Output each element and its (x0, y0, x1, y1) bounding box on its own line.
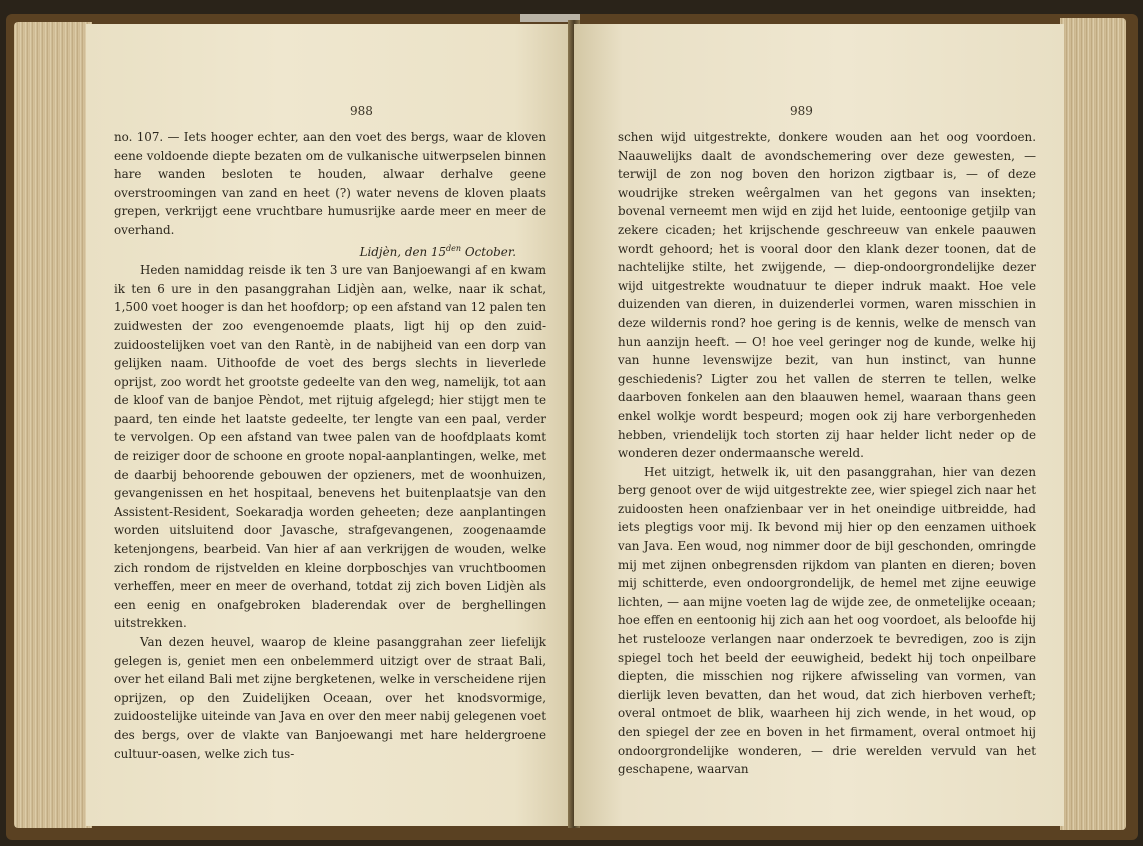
right-page (574, 24, 1064, 826)
page-number-right: 989 (790, 104, 813, 118)
paragraph: Het uitzigt, hetwelk ik, uit den pasanggrahan, hier van dezen berg genoot over de wijd uitgestrekte zee, wier spiegel zich naar het zuidoosten heen onafzienbaar ver in het oneindige uitbreidde, had iets plegtigs voor mij. Ik bevond mij hier op den eenzamen uithoek van Java. Een woud, nog nimmer door de bijl geschonden, omringde mij met zijnen onbegrensden rijkdom van planten en dieren; boven mij schitterde, even ondoorgrondelijk, de hemel met zijne eeuwige lichten, — aan mijne voeten lag de wijde zee, de onmetelijke oceaan; hoe effen en eentoonig hij zich aan het oog voordoet, als beloofde hij het rustelooze verlangen naar onderzoek te bevredigen, zoo is zijn spiegel toch het beeld der eeuwigheid, bedekt hij toch onpeilbare diepten, die misschien nog rijkere afwisseling van vormen, van dierlijk leven bevatten, dan het woud, dat zich hierboven verheft; overal ontmoet de blik, waarheen hij zich wende, in het woud, op den spiegel der zee en boven in het firmament, overal ontmoet hij ondoorgrondelijke wonderen, — drie werelden vervuld van het geschapene, waarvan (618, 464, 1036, 777)
paragraph: Heden namiddag reisde ik ten 3 ure van Banjoewangi af en kwam ik ten 6 ure in den pasanggrahan Lidjèn aan, welke, naar ik schat, 1,500 voet hooger is dan het hoofdorp; op een afstand van 12 palen ten zuidwesten der zoo evengenoemde plaats, ligt hij op den zuid-zuidoostelijken voet van den Rantè, in de nabijheid van een dorp van gelijken naam. Uithoofde de voet des bergs slechts in lieverlede oprijst, zoo wordt het grootste gedeelte van den weg, namelijk, tot aan de kloof van de banjoe Pèndot, met rijtuig afgelegd; hier stijgt men te paard, ten einde het laatste gedeelte, ter lengte van een paal, verder te vervolgen. Op een afstand van twee palen van de hoofdplaats komt de reiziger door de schoone en groote nopal-aanplantingen, welke, met de daarbij behoorende gebouwen der opzieners, met de woonhuizen, gevangenissen en het hospitaal, benevens het buitenplaatsje van den Assistent-Resident, Soekaradja worden geheeten; deze aanplantingen worden uitsluitend door Javasche, strafgevangenen, zoogenaamde ketenjongens, bearbeid. Van hier af aan verkrijgen de wouden, welke zich rondom de rijstvelden en kleine dorpboschjes van vruchtboomen verheffen, meer en meer de overhand, totdat zij zich boven Lidjèn als een eenig en onafgebroken bladerendak over de berghellingen uitstrekken. (114, 263, 546, 631)
dateline-end: October. (461, 244, 516, 259)
paragraph: no. 107. — Iets hooger echter, aan den voet des bergs, waar de kloven eene voldoende diepte bezaten om de vulkanische uitwerpselen binnen hare wanden besloten te houden, alwaar derhalve geene overstroomingen van zand en heet (?) water nevens de kloven plaats grepen, verkrijgt eene vruchtbare humusrijke aarde meer en meer de overhand. (114, 130, 546, 237)
left-page-edges (14, 22, 92, 828)
dateline-main: Lidjèn, den 15 (359, 244, 447, 259)
dateline-sup: den (446, 243, 462, 253)
right-page-edges (1060, 18, 1126, 830)
paragraph: Van dezen heuvel, waarop de kleine pasanggrahan zeer liefelijk gelegen is, geniet men een onbelemmerd uitzigt over de straat Bali, over het eiland Bali met zijne bergketenen, welke in verscheidene rijen oprijzen, op den Zuidelijken Oceaan, over het knodsvormige, zuidoostelijke uiteinde van Java en over den meer nabij gelegenen voet des bergs, over de vlakte van Banjoewangi met hare heldergroene cultuur-oasen, welke zich tus- (114, 635, 546, 761)
dateline (114, 240, 546, 262)
left-page (86, 24, 573, 826)
page-number-left: 988 (350, 104, 373, 118)
paragraph: schen wijd uitgestrekte, donkere wouden aan het oog voordoen. Naauwelijks daalt de avondschemering over deze gewesten, — terwijl de zon nog boven den horizon zigtbaar is, — of deze woudrijke streken weêrgalmen van het gegons van insekten; bovenal verneemt men wijd en zijd het luide, eentoonige getjilp van zekere cicaden; het krijschende geschreeuw van enkele paauwen wordt gehoord; het is vooral door den klank dezer toonen, dat de nachtelijke stilte, het zwijgende, — diep-ondoorgrondelijke dezer wijd uitgestrekte woudnatuur te dieper indruk maakt. Hoe vele duizenden van dieren, in duizenderlei vormen, waren misschien in deze wildernis rond? hoe gering is de kennis, welke de mensch van hun aanzijn heeft. — O! hoe veel geringer nog de kunde, welke hij van hunne levenswijze bezit, van hun instinct, van hunne geschiedenis? Ligter zou het vallen de sterren te tellen, welke daarboven fonkelen aan den blaauwen hemel, waaraan thans geen enkel wolkje wordt bespeurd; mogen ook zij hare verborgenheden hebben, vriendelijk toch storten zij haar helder licht neder op de wonderen dezer ondermaansche wereld. (618, 130, 1036, 461)
left-page-text (114, 128, 546, 763)
right-page-text (618, 128, 1036, 779)
